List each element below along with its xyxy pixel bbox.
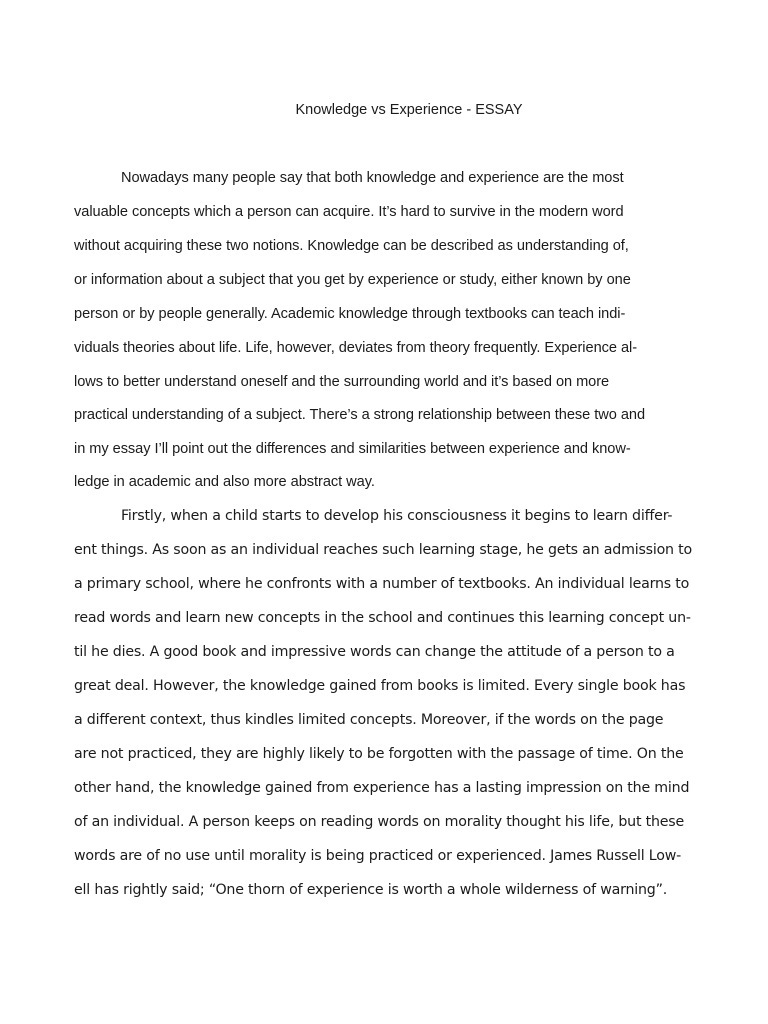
paragraph-line: viduals theories about life. Life, however, deviates from theory frequently. Experience al- (74, 340, 638, 356)
paragraph-line: great deal. However, the knowledge gained from books is limited. Every single book has (74, 678, 686, 694)
paragraph-line: of an individual. A person keeps on reading words on morality thought his life, but these (74, 814, 685, 830)
paragraph-line: til he dies. A good book and impressive words can change the attitude of a person to a (74, 644, 675, 660)
paragraph-line: valuable concepts which a person can acquire. It’s hard to survive in the modern word (74, 204, 624, 220)
paragraph-line: a different context, thus kindles limited concepts. Moreover, if the words on the page (74, 712, 664, 728)
paragraph-line: words are of no use until morality is being practiced or experienced. James Russell Low- (74, 848, 682, 864)
paragraph-line: ent things. As soon as an individual reaches such learning stage, he gets an admission to (74, 542, 692, 558)
paragraph-line: ell has rightly said; “One thorn of experience is worth a whole wilderness of warning”. (74, 882, 668, 898)
paragraph-line: lows to better understand oneself and the surrounding world and it’s based on more (74, 374, 610, 390)
paragraph-line: practical understanding of a subject. There’s a strong relationship between these two and (74, 407, 646, 423)
essay-title: Knowledge vs Experience - ESSAY (295, 102, 523, 118)
paragraph-line: Nowadays many people say that both knowledge and experience are the most (121, 170, 624, 186)
paragraph-line: other hand, the knowledge gained from experience has a lasting impression on the mind (74, 780, 690, 796)
paragraph-line: read words and learn new concepts in the school and continues this learning concept un- (74, 610, 691, 626)
paragraph-line: without acquiring these two notions. Knowledge can be described as understanding of, (74, 238, 629, 254)
paragraph-line: ledge in academic and also more abstract way. (74, 474, 375, 490)
paragraph-line: a primary school, where he confronts with a number of textbooks. An individual learns to (74, 576, 690, 592)
paragraph-line: in my essay I’ll point out the differences and similarities between experience and know- (74, 441, 631, 457)
paragraph-line: are not practiced, they are highly likely to be forgotten with the passage of time. On the (74, 746, 684, 762)
paragraph-line: or information about a subject that you get by experience or study, either known by one (74, 272, 631, 288)
paragraph-line: Firstly, when a child starts to develop his consciousness it begins to learn differ- (121, 508, 673, 524)
paragraph-line: person or by people generally. Academic knowledge through textbooks can teach indi- (74, 306, 626, 322)
